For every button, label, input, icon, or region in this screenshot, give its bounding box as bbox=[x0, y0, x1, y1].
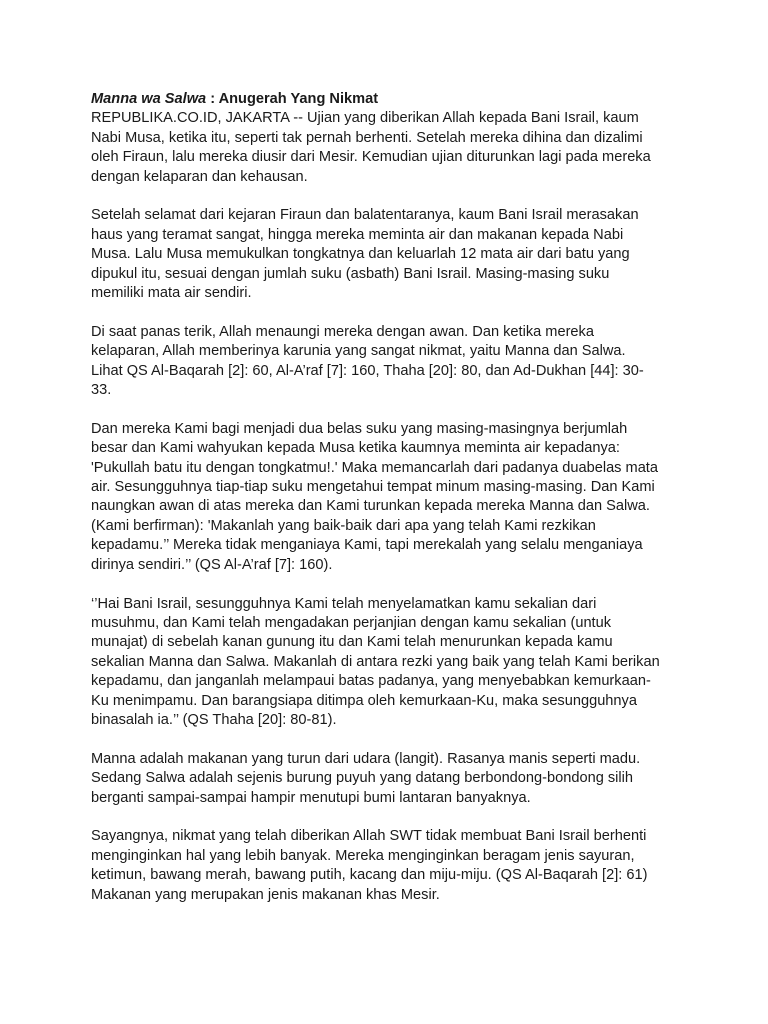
text-line: kepadamu.’’ Mereka tidak menganiaya Kami, tapi merekalah yang selalu menganiaya bbox=[91, 537, 643, 554]
text-line: dirinya sendiri.’’ (QS Al-A’raf [7]: 160). bbox=[91, 556, 333, 573]
text-line: Nabi Musa, ketika itu, seperti tak pernah berhenti. Setelah mereka dihina dan dizalimi bbox=[91, 129, 643, 146]
text-line: Lihat QS Al-Baqarah [2]: 60, Al-A’raf [7]: 160, Thaha [20]: 80, dan Ad-Dukhan [44]: 30- bbox=[91, 362, 644, 379]
title-rest: : Anugerah Yang Nikmat bbox=[206, 91, 379, 107]
paragraph bbox=[91, 206, 691, 303]
title-italic: Manna wa Salwa bbox=[91, 91, 207, 107]
text-line: Setelah selamat dari kejaran Firaun dan balatentaranya, kaum Bani Israil merasakan bbox=[91, 207, 639, 224]
text-line: Musa. Lalu Musa memukulkan tongkatnya dan keluarlah 12 mata air dari batu yang bbox=[91, 246, 630, 263]
text-line: haus yang teramat sangat, hingga mereka meminta air dan makanan kepada Nabi bbox=[91, 226, 624, 243]
text-line: kepadamu, dan janganlah melampaui batas padanya, yang menyebabkan kemurkaan- bbox=[91, 673, 651, 690]
paragraph bbox=[91, 827, 691, 905]
document-body bbox=[91, 109, 691, 905]
document-title bbox=[91, 90, 691, 109]
text-line: Ku menimpamu. Dan barangsiapa ditimpa oleh kemurkaan-Ku, maka sesungguhnya bbox=[91, 692, 637, 709]
text-line: air. Sesungguhnya tiap-tiap suku mengetahui tempat minum masing-masing. Dan Kami bbox=[91, 479, 655, 496]
text-line: memiliki mata air sendiri. bbox=[91, 285, 252, 302]
text-line: Makanan yang merupakan jenis makanan khas Mesir. bbox=[91, 886, 440, 903]
document-page bbox=[91, 90, 691, 924]
text-line: kelaparan, Allah memberinya karunia yang sangat nikmat, yaitu Manna dan Salwa. bbox=[91, 343, 626, 360]
paragraph bbox=[91, 595, 691, 731]
text-line: binasalah ia.’’ (QS Thaha [20]: 80-81). bbox=[91, 711, 337, 728]
text-line: dipukul itu, sesuai dengan jumlah suku (asbath) Bani Israil. Masing-masing suku bbox=[91, 265, 610, 282]
paragraph bbox=[91, 420, 691, 575]
paragraph bbox=[91, 323, 691, 401]
text-line: musuhmu, dan Kami telah mengadakan perjanjian dengan kamu sekalian (untuk bbox=[91, 614, 612, 631]
text-line: berganti sampai-sampai hampir menutupi bumi lantaran banyaknya. bbox=[91, 789, 531, 806]
text-line: REPUBLIKA.CO.ID, JAKARTA -- Ujian yang diberikan Allah kepada Bani Israil, kaum bbox=[91, 110, 639, 127]
text-line: Manna adalah makanan yang turun dari udara (langit). Rasanya manis seperti madu. bbox=[91, 750, 641, 767]
text-line: naungkan awan di atas mereka dan Kami turunkan kepada mereka Manna dan Salwa. bbox=[91, 498, 650, 515]
paragraph bbox=[91, 750, 691, 808]
text-line: Di saat panas terik, Allah menaungi mereka dengan awan. Dan ketika mereka bbox=[91, 323, 594, 340]
text-line: oleh Firaun, lalu mereka diusir dari Mesir. Kemudian ujian diturunkan lagi pada mereka bbox=[91, 149, 651, 166]
text-line: 33. bbox=[91, 382, 112, 399]
text-line: sekalian Manna dan Salwa. Makanlah di antara rezki yang baik yang telah Kami berikan bbox=[91, 653, 660, 670]
text-line: munajat) di sebelah kanan gunung itu dan Kami telah menurunkan kepada kamu bbox=[91, 634, 613, 651]
text-line: besar dan Kami wahyukan kepada Musa ketika kaumnya meminta air kepadanya: bbox=[91, 440, 620, 457]
text-line: Sedang Salwa adalah sejenis burung puyuh yang datang berbondong-bondong silih bbox=[91, 770, 634, 787]
text-line: menginginkan hal yang lebih banyak. Mereka menginginkan beragam jenis sayuran, bbox=[91, 847, 635, 864]
text-line: ‘’Hai Bani Israil, sesungguhnya Kami telah menyelamatkan kamu sekalian dari bbox=[91, 595, 597, 612]
text-line: (Kami berfirman): 'Makanlah yang baik-baik dari apa yang telah Kami rezkikan bbox=[91, 517, 596, 534]
text-line: Sayangnya, nikmat yang telah diberikan Allah SWT tidak membuat Bani Israil berhenti bbox=[91, 828, 647, 845]
text-line: ketimun, bawang merah, bawang putih, kacang dan miju-miju. (QS Al-Baqarah [2]: 61) bbox=[91, 867, 648, 884]
paragraph bbox=[91, 109, 691, 187]
text-line: Dan mereka Kami bagi menjadi dua belas suku yang masing-masingnya berjumlah bbox=[91, 420, 628, 437]
text-line: dengan kelaparan dan kehausan. bbox=[91, 168, 308, 185]
text-line: 'Pukullah batu itu dengan tongkatmu!.' Maka memancarlah dari padanya duabelas mata bbox=[91, 459, 658, 476]
